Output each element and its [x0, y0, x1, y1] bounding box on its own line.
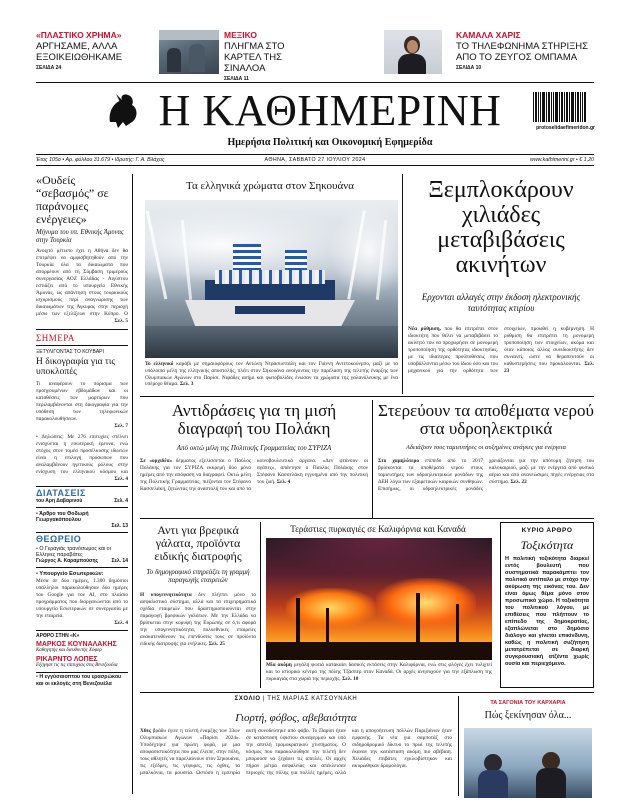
- wiretap-headline[interactable]: Η δικογραφία για τις υποκλοπές: [36, 356, 116, 378]
- left-column: [36, 174, 128, 794]
- polakis-headline[interactable]: Αντιδράσεις για τη μισή διαγραφή του Πολάκη: [171, 401, 337, 438]
- fire-caption-page[interactable]: Σελ. 10: [342, 675, 359, 682]
- wiretap-page[interactable]: Σελ. 7: [114, 422, 128, 429]
- quote-page[interactable]: Σελ. 5: [114, 318, 128, 324]
- theorio-label: ΘΕΩΡΕΙΟ: [36, 534, 82, 545]
- theorio-row: [36, 558, 128, 564]
- quote-headline[interactable]: «Ουδείς “σεβασμός” σε παράνομες ενέργειες»: [36, 173, 109, 226]
- teaser-title: ΑΡΓΗΣΑΜΕ, ΑΛΛΑ ΕΞΟΙΚΕΙΩΘΗΚΑΜΕ: [36, 41, 123, 63]
- water-page[interactable]: Σελ. 22: [510, 479, 527, 485]
- wiretap-body: Τι αναφέρουν το πόρισμα των προηγουμένων εβδομάδων και οι καταθέσεις των μαρτύρων που περιλαμβάνονται στη δικογραφία για την υπόθεση των τηλεφωνικών παρακολουθήσεων.: [36, 380, 128, 422]
- ypourgeio-title[interactable]: • Υπουργείο Εσωτερικών:: [36, 570, 104, 577]
- kicker-wiretap: ΞΕΤΥΛΙΓΟΝΤΑΣ ΤΟ ΚΟΥΒΑΡΙ: [36, 348, 104, 355]
- diatasis-item: του Αρη Δαβαρινού: [36, 498, 83, 505]
- food-page[interactable]: Σελ. 25: [208, 641, 225, 647]
- scholio-title[interactable]: Γιορτή, φόβος, αβεβαιότητα: [235, 712, 357, 724]
- marcos-name[interactable]: ΜΑΡΚΟΣ ΚΟΥΝΑΛΑΚΗΣ: [36, 640, 117, 648]
- statements-body: • Δηλώσεις: Με 276 επιτυχίες στέλνει ενισχύεται η εσωτερική έρευνα, ενώ στόχος στον τομέα προσέλκυσης ιδιωτών είναι η επιλογή πρόσωπων που αναλαμβάνουν ηγετικούς ρόλους στην ενίσχυση του ελληνικού κόσμου και: [36, 433, 128, 475]
- teaser-kicker: ΚΑΜΑΛΑ ΧΑΡΙΣ: [456, 30, 521, 40]
- scholio-body: Χθες βράδυ έγινε η τελετή έναρξης των 33ων Ολυμπιακών Αγώνων «Παρίσι 2024». Υποδέχτηκε για πρώτη φορά, με μια αποφασιστικότητα που μας έλειπε, στην πόλη, τους αθλητές να παρελαύνουν στον Σηκουάνα, τις εξέδρες, τις γέφυρες, τις όχθες, τα μπαλκόνια, τα μουσεία. Ωστόσο η εμπειρία αυτή συνοδεύτηκε από φόβο. Το Παρίσι ήταν σε κατάσταση ύψιστου συναγερμού και υπό την απειλή τρομοκρατικού χτυπήματος. Ο κόσμος που παρακολούθησε την τελετή δεν μπορούσε να ξεχάσει τις απειλές. Οι αρχές πήραν μέτρα ασφαλείας και απέκλεισαν περιοχές της πόλης για πολλές ημέρες, αλλά και η απογοήτευση πολλών Παριζιάνων ήταν εμφανής. Τα νέα για σαμποτάζ στο σιδηροδρομικό δίκτυο το πρωί της τελετής έκαναν την κατάσταση ακόμη πιο αβέβαιη. Χιλιάδες επιβάτες εγκλωβίστηκαν και ακυρώθηκαν δρομολόγια.: [140, 728, 452, 776]
- photo-headline[interactable]: Τα ελληνικά χρώματα στον Σηκουάνα: [186, 180, 354, 192]
- water-body: Στο χαμηλότερο επίπεδο από το 2017 βρίσκονται τα αποθέματα νερού στους ταμιευτήρες των υδροηλεκτρικών μονάδων της ΔΕΗ λόγω των εξαιρετικών καιρικών συνθηκών. Επισήμως, οι υδροηλεκτρικές μονάδες χρειάζονται για την απότομη ζήτηση του καλοκαιριού, μαζί με την ενέργεια από φυσικό αέριο και από ανανεώσιμες πηγές ενέργειας στο σύστημα. Σελ. 22: [378, 458, 594, 492]
- arthro-page[interactable]: Σελ. 13: [111, 522, 128, 529]
- scholio-header: ΣΧΟΛΙΟ | ΤΗΣ ΜΑΡΙΑΣ ΚΑΤΣΟΥΝΑΚΗ: [234, 696, 358, 702]
- lead-page[interactable]: Σελ. 23: [504, 361, 594, 374]
- ypourgeio-page[interactable]: Σελ. 4: [114, 619, 128, 626]
- teaser-harris[interactable]: [456, 30, 596, 80]
- quote-body: Ανοιχτό μέτωπο έχει η Αθήνα δεν θα επιτρέψει να αμφισβητηθούν από την Τουρκία όλα τα δικαιώματα που απορρέουν από τη Σύμβαση τριμερούς συνεργασίας ΑΟΖ Ελλάδας - Αιγύπτου εστιάζει από το υπουργείο Εθνικής Άμυνας, ως απάντηση στους τουρκικούς ισχυρισμούς περί αναγνώρισης των δικαιωμάτων της Άγκυρας στην περιοχή μέσω των εξελίξεων στην Κύπρο. Ο: [36, 248, 128, 317]
- arthro-item[interactable]: • Άρθρο του Θοδωρή Γεωργακόπουλου: [36, 510, 89, 523]
- food-headline[interactable]: Αντι για βρεφικά γάλατα, προϊόντα ειδικής διατροφής: [154, 523, 242, 563]
- shark-photo: [464, 728, 592, 798]
- shark-kicker: ΤΑ ΣΑΓΟΝΙΑ ΤΟΥ ΚΑΡΧΑΡΙΑ: [490, 700, 566, 706]
- lead-deck: Ερχονται αλλαγές στην έκδοση ηλεκτρονικής ταυτότητας κτιρίου: [421, 292, 581, 313]
- scholio-label: ΣΧΟΛΙΟ: [234, 696, 261, 702]
- lead-headline[interactable]: Ξεμπλοκάρουν χιλιάδες μεταβιβάσεις ακινήτων: [428, 177, 574, 278]
- simera-label: ΣΗΜΕΡΑ: [36, 333, 75, 343]
- polakis-deck: Από οκτώ μέλη της Πολιτικής Γραμματείας του ΣΥΡΙΖΑ: [176, 444, 332, 452]
- editorial-body: Η πολιτική τοξικότητα διαρκεί εντός βουλευτή που συστηματικά παρακάμπτει τον πολιτικό αντίπαλο με στόχο την ακύρωση της εικόνας του. Δεν είναι όμως θέμα μόνο στον προσωπικό χώρο. Η τοξικότητα του πολιτικού λόγου, με επιθέσεις που πλήττουν το επίπεδο της δημοκρατίας, εξαπλώνεται στο δημόσιο διάλογο και γίνεται επικίνδυνη, καθώς η πολιτική συζήτηση μετατρέπεται σε διαρκή συγκρουσιακή ατζέντα χωρίς ουσία και περιεχόμενο.: [505, 556, 589, 667]
- editorial-box: [500, 522, 594, 688]
- food-deck: Το δημογραφικό επηρεάζει τη γραμμή παραγωγής εταιρειών: [146, 568, 250, 584]
- diatasis-row[interactable]: [36, 498, 128, 504]
- teaser-title: ΤΟ ΤΗΛΕΦΩΝΗΜΑ ΣΤΗΡΙΞΗΣ ΑΠΟ ΤΟ ΖΕΥΓΟΣ ΟΜΠΑΜΑ: [456, 41, 589, 63]
- teaser-photo-harris: [384, 30, 442, 74]
- theorio-author: Γιώργος Α. Καραμπούσης: [36, 558, 99, 565]
- ricardo-sub: Εξήγησε τις τις επιτυχίας στις Βενεζουέλα: [36, 662, 118, 668]
- statements-page[interactable]: Σελ. 4: [114, 475, 128, 482]
- wildfire-photo: [266, 538, 492, 660]
- marcos-sub: Καθηγητής και διευθυντής Χόφερ: [36, 647, 102, 653]
- diatasis-page: Σελ. 4: [114, 498, 128, 505]
- venezuela-item[interactable]: • Η εγγύσαιοπτου του ερασρώκου και οι εκλογές στη Βενεζουέλα: [36, 674, 122, 687]
- olympic-boat-photo: [145, 200, 398, 358]
- quote-subtitle: Μήνυμα του υπ. Εθνικής Άμυνας στην Τουρκία: [36, 229, 124, 244]
- issue-date: ΑΘΗΝΑ, ΣΑΒΒΑΤΟ 27 ΙΟΥΛΙΟΥ 2024: [264, 157, 366, 163]
- editorial-title[interactable]: Τοξικότητα: [520, 538, 574, 552]
- teaser-bar: [36, 30, 594, 80]
- teaser-photo-mexico: [159, 30, 219, 74]
- ypourgeio-body: Μέσα σε δύο ημέρες, 1.300 δημόσιοι υπάλληλοι παρακολούθησαν δύο ημέρες του Google για τον ΑΙ, στο πλαίσιο προγράμματος που διοργανώνεται από το υπουργείο Εσωτερικών σε συνεργασία με την εταιρεία.: [36, 577, 128, 619]
- masthead-emblem-icon: [106, 92, 140, 130]
- lead-body: Νέα ρύθμιση, που θα επιτρέπει στον ιδιοκτήτη που θέλει να μεταβιβάσει το ακίνητό του να προχωρήσει σε μονομερή τροποποίηση της ορθότητας ιδιοκτησίας, με τις ιδιαίτερες προϋποθέσεις που υποβάλλονται μέσω του ίδιου όσο και του μηχανικού για την ορθότητα των στοιχείων, προωθεί η κυβέρνηση. Η ρύθμιση θα επιτρέπει τη μονομερή τροποποίηση των στοιχείων, ακόμα και όταν κάποιος άλλος συνιδιοκτήτης δεν συναινεί, ώστε να θεραπευτούν οι καθυστερήσεις που προκαλούνται. Σελ. 23: [408, 326, 594, 374]
- fire-caption: Μία ακόμη μεγάλη φωτιά κατακαίει δασικές εκτάσεις στην Καλιφόρνια, ενώ στις φλόγες έχει τυλιχτεί και το ιστορικό κέντρο της πόλης Τζάσπερ στον Καναδά. Οι αρχές ανησυχούν για την εξάπλωση της πυρκαγιάς στα χωριά της περιοχής. Σελ. 10: [266, 662, 492, 682]
- teaser-mexico[interactable]: [224, 30, 324, 80]
- theorio-page: Σελ. 14: [111, 558, 128, 565]
- water-headline[interactable]: Στερεύουν τα αποθέματα νερού στα υδροηλεκτρικά: [378, 401, 594, 438]
- teaser-kicker: «ΠΛΑΣΤΙΚΟ ΧΡΗΜΑ»: [36, 30, 122, 40]
- teaser-page: ΣΕΛΙΔΑ 10: [456, 65, 482, 71]
- water-deck: Αδειάζουν τους ταμιευτήρες οι αυξημένες ανάγκες για ενέργεια: [405, 444, 567, 451]
- boat-caption: Το ελληνικό καράβι με σημαιοφόρους τον Αντώνη Ντρασιυπτάλη και τον Γιάννη Αντετοκούνμπο, μαζί με τα υπόλοιπα μέλη της ελληνικής αποστολής, πλέει στον Σηκουάνα ανοίγοντας την παρέλαση της τελετής έναρξης των Ολυμπιακών Αγώνων στο Παρίσι. Νιφάδες ασήμι και φωτοβολίδες ένωσαν τα χρώματα της γαλανόλευκης με ένα υπέροχο θέαμα. Σελ. 3: [145, 361, 398, 388]
- masthead-title: Η ΚΑΘΗΜΕΡΙΝΗ: [158, 86, 502, 135]
- masthead-subtitle: Ημερήσια Πολιτική και Οικονομική Εφημερίδα: [227, 137, 433, 148]
- diatasis-label: ΔΙΑΤΑΣΕΙΣ: [36, 488, 86, 499]
- editorial-label: ΚΥΡΙΟ ΑΡΘΡΟ: [521, 527, 573, 534]
- theorio-item[interactable]: • Ο Γεραγιάς τρανόσωμος και οι Ελληνες παραβάτες: [36, 546, 111, 559]
- teaser-kicker: ΜΕΞΙΚΟ: [224, 30, 257, 40]
- teaser-page: ΣΕΛΙΔΑ 24: [36, 65, 62, 71]
- issue-web: www.kathimerini.gr • € 1,20: [530, 157, 594, 163]
- barcode-label: protoselidaefimeridon.gr: [536, 125, 595, 131]
- teaser-title: ΠΛΗΓΜΑ ΣΤΟ ΚΑΡΤΕΛ ΤΗΣ ΣΙΝΑΛΟΑ: [224, 41, 285, 74]
- issue-info: Έτος 105ο • Αρ. φύλλου 31.679 • Ιδρυτής: Γ. Α. Βλάχος: [36, 157, 165, 163]
- boat-caption-page[interactable]: Σελ. 3: [179, 381, 194, 388]
- polakis-page[interactable]: Σελ. 4: [276, 479, 291, 485]
- fire-headline[interactable]: Τεράστιες πυρκαγιές σε Καλιφόρνια και Καναδά: [290, 524, 466, 534]
- teaser-page: ΣΕΛΙΔΑ 11: [224, 76, 249, 82]
- arthro-k-label: ΑΡΘΡΟ ΣΤΗΝ «Κ»: [36, 632, 80, 639]
- ricardo-name[interactable]: ΡΙΚΑΡΝΤΟ ΛΟΠΕΣ: [36, 655, 98, 663]
- food-body: Η υπογεννητικότητα δεν πλήττει μόνο το ασφαλιστικό σύστημα, αλλά και τα επιχειρηματικά σχέδια εταιρειών που δραστηριοποιούνται στην παραγωγή βρεφικών γαλάτων. Με την Ελλάδα να βρίσκεται στην κορυφή της Ευρώπης σε ό,τι αφορά την υπογεννητικότητα, πολυεθνικές εταιρείες ανακατευθύνουν τις επενδύσεις τους σε προϊόντα ειδικής διατροφής για ενήλικες. Σελ. 25: [140, 592, 256, 647]
- barcode: [531, 92, 593, 124]
- shark-title[interactable]: Πώς ξεκίνησαν όλα...: [484, 710, 572, 721]
- scholio-author: ΤΗΣ ΜΑΡΙΑΣ ΚΑΤΣΟΥΝΑΚΗ: [267, 696, 358, 702]
- polakis-body: Σε «ορχιδέα» δέρματος εξελίσσεται ο Παύλος Πολάκης για τον ΣΥΡΙΖΑ εκκρεμή δύο μόνο ημέρες από την απόφαση να διαγραφεί. Οκτώ μέλη της Πολιτικής Γραμματείας, πιέζονται τον Στέφανο Κασσελάκη, ζητώντας την αναστολή του και από τα κοινοβουλευτικά όργανα. «Δεν φτάνουν οι αγάπες», απάντησε ο Παύλος Πολάκης στον Στέφανο Κασσελάκη εγγυημένα από την πολιτική του ζωή. Σελ. 4: [140, 458, 368, 492]
